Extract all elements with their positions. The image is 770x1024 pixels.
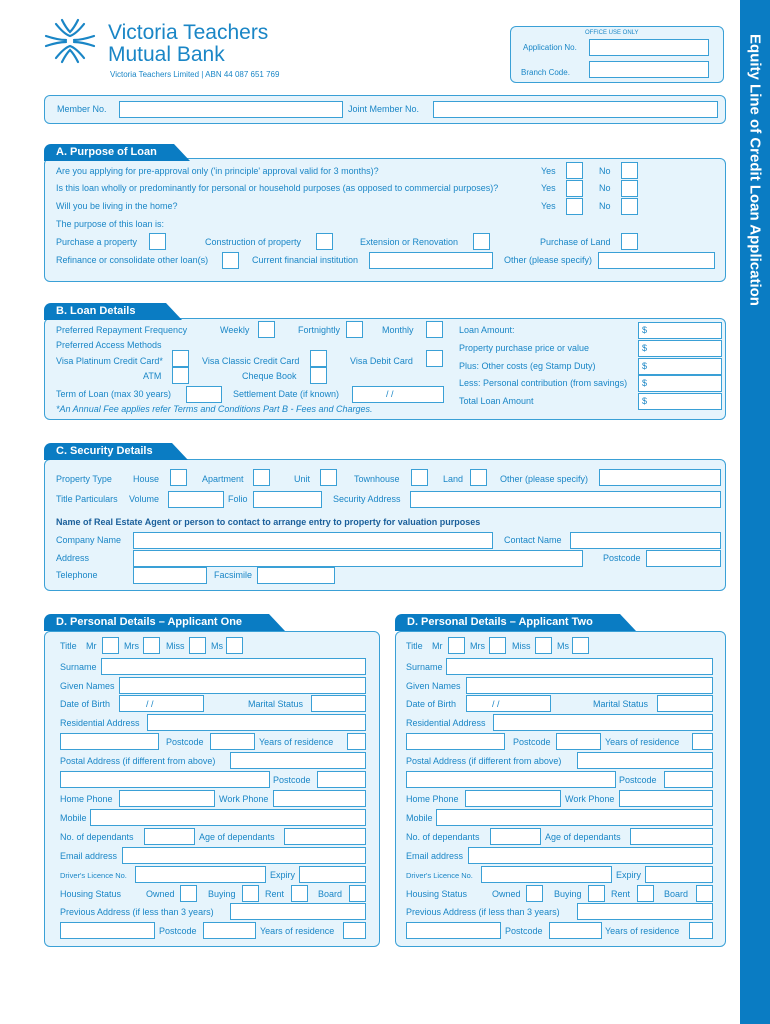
purpose-section-title: A. Purpose of Loan (44, 144, 174, 161)
branch-code-field[interactable] (589, 61, 709, 78)
expiry-field[interactable] (299, 866, 366, 883)
dependants-age-field[interactable] (284, 828, 366, 845)
member-no-field[interactable] (119, 101, 343, 118)
licence-field[interactable] (481, 866, 612, 883)
unit-label: Unit (294, 474, 311, 484)
preapproval-no-checkbox[interactable] (621, 162, 638, 179)
dollar-sign: $ (642, 361, 648, 371)
mobile-label: Mobile (406, 813, 433, 823)
monthly-label: Monthly (382, 325, 414, 335)
residential-address-label: Residential Address (406, 718, 486, 728)
mr-label: Mr (432, 641, 443, 651)
dob-field[interactable] (466, 695, 551, 712)
loan-term-field[interactable] (186, 386, 222, 403)
mobile-field[interactable] (436, 809, 713, 826)
dollar-sign: $ (642, 396, 648, 406)
buying-label: Buying (208, 889, 236, 899)
owned-label: Owned (146, 889, 175, 899)
extension-checkbox[interactable] (473, 233, 490, 250)
mrs-checkbox[interactable] (489, 637, 506, 654)
dollar-sign: $ (642, 325, 648, 335)
dependants-age-label: Age of dependants (545, 832, 621, 842)
given-names-field[interactable] (466, 677, 713, 694)
bank-name-line2: Mutual Bank (108, 43, 225, 66)
branch-code-label: Branch Code. (521, 68, 570, 77)
miss-checkbox[interactable] (535, 637, 552, 654)
mrs-label: Mrs (124, 641, 139, 651)
purpose-is-label: The purpose of this loan is: (56, 219, 165, 229)
visa-classic-checkbox[interactable] (310, 350, 327, 367)
facsimile-field[interactable] (257, 567, 335, 584)
postcode-label: Postcode (619, 775, 657, 785)
surname-field[interactable] (101, 658, 366, 675)
joint-member-no-label: Joint Member No. (348, 104, 420, 114)
refinance-checkbox[interactable] (222, 252, 239, 269)
rent-label: Rent (611, 889, 631, 899)
home-phone-field[interactable] (465, 790, 561, 807)
other-costs-label: Plus: Other costs (eg Stamp Duty) (459, 361, 596, 371)
no-label: No (599, 201, 611, 211)
townhouse-checkbox[interactable] (411, 469, 428, 486)
years-residence-label: Years of residence (260, 926, 335, 936)
postal-address-label: Postal Address (if different from above) (60, 756, 216, 766)
mr-label: Mr (86, 641, 97, 651)
board-checkbox[interactable] (696, 885, 713, 902)
email-label: Email address (60, 851, 118, 861)
personal-no-checkbox[interactable] (621, 180, 638, 197)
residential-address-field[interactable] (493, 714, 713, 731)
work-phone-label: Work Phone (219, 794, 269, 804)
yes-label: Yes (541, 166, 556, 176)
settlement-date-separators: / / (386, 389, 394, 399)
residential-address-line2-field[interactable] (406, 733, 505, 750)
work-phone-label: Work Phone (565, 794, 615, 804)
surname-label: Surname (406, 662, 443, 672)
residential-address-field[interactable] (147, 714, 366, 731)
weekly-checkbox[interactable] (258, 321, 275, 338)
company-name-field[interactable] (133, 532, 493, 549)
dependants-label: No. of dependants (60, 832, 134, 842)
mr-checkbox[interactable] (448, 637, 465, 654)
fortnightly-label: Fortnightly (298, 325, 341, 335)
property-other-label: Other (please specify) (500, 474, 589, 484)
applicant-two-title: D. Personal Details – Applicant Two (395, 614, 620, 631)
housing-status-label: Housing Status (60, 889, 122, 899)
agent-address-field[interactable] (133, 550, 583, 567)
postcode-label: Postcode (273, 775, 311, 785)
agent-postcode-field[interactable] (646, 550, 721, 567)
previous-address-label: Previous Address (if less than 3 years) (60, 907, 214, 917)
contact-name-field[interactable] (570, 532, 721, 549)
marital-status-label: Marital Status (248, 699, 304, 709)
ms-checkbox[interactable] (572, 637, 589, 654)
land-checkbox[interactable] (470, 469, 487, 486)
property-type-label: Property Type (56, 474, 112, 484)
postcode-label: Postcode (166, 737, 204, 747)
ms-label: Ms (211, 641, 223, 651)
loan-amount-label: Loan Amount: (459, 325, 515, 335)
house-checkbox[interactable] (170, 469, 187, 486)
previous-years-field[interactable] (689, 922, 713, 939)
other-costs-field[interactable] (638, 358, 722, 375)
bank-logo-icon (40, 14, 100, 66)
purpose-other-label: Other (please specify) (504, 255, 593, 265)
office-use-heading: OFFICE USE ONLY (585, 30, 639, 36)
rent-checkbox[interactable] (637, 885, 654, 902)
home-phone-field[interactable] (119, 790, 215, 807)
settlement-date-label: Settlement Date (if known) (233, 389, 340, 399)
cheque-book-checkbox[interactable] (310, 367, 327, 384)
facsimile-label: Facsimile (214, 570, 253, 580)
agent-postcode-label: Postcode (603, 553, 641, 563)
buying-checkbox[interactable] (242, 885, 259, 902)
owned-checkbox[interactable] (180, 885, 197, 902)
previous-address-field[interactable] (230, 903, 366, 920)
rent-checkbox[interactable] (291, 885, 308, 902)
board-checkbox[interactable] (349, 885, 366, 902)
mr-checkbox[interactable] (102, 637, 119, 654)
repayment-frequency-label: Preferred Repayment Frequency (56, 325, 188, 335)
previous-address-label: Previous Address (if less than 3 years) (406, 907, 560, 917)
settlement-date-field[interactable] (352, 386, 444, 403)
unit-checkbox[interactable] (320, 469, 337, 486)
residential-address-line2-field[interactable] (60, 733, 159, 750)
dependants-age-label: Age of dependants (199, 832, 275, 842)
visa-platinum-checkbox[interactable] (172, 350, 189, 367)
volume-label: Volume (129, 494, 160, 504)
purchase-price-label: Property purchase price or value (459, 343, 590, 353)
residential-address-label: Residential Address (60, 718, 140, 728)
purchase-property-checkbox[interactable] (149, 233, 166, 250)
licence-label: Driver's Licence No. (60, 871, 127, 880)
years-residence-label: Years of residence (259, 737, 334, 747)
owned-label: Owned (492, 889, 521, 899)
construction-checkbox[interactable] (316, 233, 333, 250)
email-label: Email address (406, 851, 464, 861)
mrs-label: Mrs (470, 641, 485, 651)
given-names-field[interactable] (119, 677, 366, 694)
licence-field[interactable] (135, 866, 266, 883)
miss-label: Miss (166, 641, 185, 651)
refinance-label: Refinance or consolidate other loan(s) (56, 255, 209, 265)
miss-checkbox[interactable] (189, 637, 206, 654)
contribution-field[interactable] (638, 375, 722, 392)
licence-label: Driver's Licence No. (406, 871, 473, 880)
residential-postcode-field[interactable] (556, 733, 601, 750)
miss-label: Miss (512, 641, 531, 651)
rent-label: Rent (265, 889, 285, 899)
joint-member-no-field[interactable] (433, 101, 718, 118)
postcode-label: Postcode (159, 926, 197, 936)
title-label: Title (406, 641, 423, 651)
current-institution-field[interactable] (369, 252, 493, 269)
house-label: House (133, 474, 160, 484)
home-phone-label: Home Phone (60, 794, 113, 804)
mobile-label: Mobile (60, 813, 87, 823)
applicant-one-title: D. Personal Details – Applicant One (44, 614, 269, 631)
apartment-label: Apartment (202, 474, 244, 484)
board-label: Board (318, 889, 343, 899)
expiry-field[interactable] (645, 866, 713, 883)
total-loan-field[interactable] (638, 393, 722, 410)
purchase-land-checkbox[interactable] (621, 233, 638, 250)
q-living-home: Will you be living in the home? (56, 201, 178, 211)
years-residence-label: Years of residence (605, 737, 680, 747)
visa-classic-label: Visa Classic Credit Card (202, 356, 300, 366)
folio-label: Folio (228, 494, 248, 504)
weekly-label: Weekly (220, 325, 250, 335)
board-label: Board (664, 889, 689, 899)
current-institution-label: Current financial institution (252, 255, 359, 265)
yes-label: Yes (541, 183, 556, 193)
work-phone-field[interactable] (273, 790, 366, 807)
townhouse-label: Townhouse (354, 474, 400, 484)
residential-postcode-field[interactable] (210, 733, 255, 750)
member-no-label: Member No. (57, 104, 107, 114)
construction-label: Construction of property (205, 237, 302, 247)
purchase-property-label: Purchase a property (56, 237, 138, 247)
dob-field[interactable] (119, 695, 204, 712)
previous-postcode-field[interactable] (203, 922, 256, 939)
buying-label: Buying (554, 889, 582, 899)
security-section-title: C. Security Details (44, 443, 172, 460)
mrs-checkbox[interactable] (143, 637, 160, 654)
expiry-label: Expiry (270, 870, 296, 880)
no-label: No (599, 183, 611, 193)
fortnightly-checkbox[interactable] (346, 321, 363, 338)
atm-label: ATM (143, 371, 162, 381)
given-names-label: Given Names (60, 681, 115, 691)
loan-section-title: B. Loan Details (44, 303, 166, 320)
title-particulars-label: Title Particulars (56, 494, 118, 504)
email-field[interactable] (122, 847, 366, 864)
ms-checkbox[interactable] (226, 637, 243, 654)
dollar-sign: $ (642, 343, 648, 353)
total-loan-label: Total Loan Amount (459, 396, 534, 406)
buying-checkbox[interactable] (588, 885, 605, 902)
owned-checkbox[interactable] (526, 885, 543, 902)
postal-address-field[interactable] (577, 752, 713, 769)
postal-address-line2-field[interactable] (60, 771, 270, 788)
land-label: Land (443, 474, 464, 484)
marital-status-label: Marital Status (593, 699, 649, 709)
security-address-field[interactable] (410, 491, 721, 508)
no-label: No (599, 166, 611, 176)
annual-fee-note: *An Annual Fee applies refer Terms and Conditions Part B - Fees and Charges. (56, 404, 373, 414)
postal-postcode-field[interactable] (664, 771, 713, 788)
preapproval-yes-checkbox[interactable] (566, 162, 583, 179)
application-no-field[interactable] (589, 39, 709, 56)
title-label: Title (60, 641, 77, 651)
postal-address-field[interactable] (230, 752, 366, 769)
previous-address-line2-field[interactable] (406, 922, 501, 939)
telephone-label: Telephone (56, 570, 98, 580)
mobile-field[interactable] (90, 809, 366, 826)
contact-name-label: Contact Name (504, 535, 562, 545)
years-residence-field[interactable] (347, 733, 366, 750)
visa-debit-checkbox[interactable] (426, 350, 443, 367)
q-preapproval: Are you applying for pre-approval only ('in principle' approval valid for 3 months)? (56, 166, 379, 176)
previous-address-line2-field[interactable] (60, 922, 155, 939)
contribution-label: Less: Personal contribution (from savings) (459, 378, 628, 388)
purchase-price-field[interactable] (638, 340, 722, 357)
dollar-sign: $ (642, 378, 648, 388)
home-phone-label: Home Phone (406, 794, 459, 804)
dependants-field[interactable] (490, 828, 541, 845)
q-personal-purpose: Is this loan wholly or predominantly for personal or household purposes (as opposed to commercial purposes)? (56, 183, 499, 193)
personal-yes-checkbox[interactable] (566, 180, 583, 197)
dob-label: Date of Birth (406, 699, 457, 709)
marital-status-field[interactable] (311, 695, 366, 712)
marital-status-field[interactable] (657, 695, 713, 712)
folio-field[interactable] (253, 491, 322, 508)
work-phone-field[interactable] (619, 790, 713, 807)
previous-years-field[interactable] (343, 922, 366, 939)
years-residence-label: Years of residence (605, 926, 680, 936)
purpose-other-field[interactable] (598, 252, 715, 269)
ms-label: Ms (557, 641, 569, 651)
dob-separators: / / (146, 699, 154, 709)
volume-field[interactable] (168, 491, 224, 508)
previous-postcode-field[interactable] (549, 922, 602, 939)
purchase-land-label: Purchase of Land (540, 237, 611, 247)
visa-debit-label: Visa Debit Card (350, 356, 413, 366)
dependants-age-field[interactable] (630, 828, 713, 845)
living-yes-checkbox[interactable] (566, 198, 583, 215)
previous-address-field[interactable] (577, 903, 713, 920)
access-methods-label: Preferred Access Methods (56, 340, 162, 350)
application-no-label: Application No. (523, 43, 577, 52)
loan-amount-field[interactable] (638, 322, 722, 339)
visa-platinum-label: Visa Platinum Credit Card* (56, 356, 163, 366)
postal-address-line2-field[interactable] (406, 771, 616, 788)
postal-address-label: Postal Address (if different from above) (406, 756, 562, 766)
agent-address-label: Address (56, 553, 90, 563)
postcode-label: Postcode (505, 926, 543, 936)
surname-label: Surname (60, 662, 97, 672)
cheque-book-label: Cheque Book (242, 371, 297, 381)
company-name-label: Company Name (56, 535, 122, 545)
extension-label: Extension or Renovation (360, 237, 459, 247)
postal-postcode-field[interactable] (317, 771, 366, 788)
atm-checkbox[interactable] (172, 367, 189, 384)
given-names-label: Given Names (406, 681, 461, 691)
dependants-field[interactable] (144, 828, 195, 845)
bank-name-line1: Victoria Teachers (108, 21, 269, 44)
telephone-field[interactable] (133, 567, 207, 584)
dependants-label: No. of dependants (406, 832, 480, 842)
apartment-checkbox[interactable] (253, 469, 270, 486)
dob-separators: / / (492, 699, 500, 709)
dob-label: Date of Birth (60, 699, 111, 709)
living-no-checkbox[interactable] (621, 198, 638, 215)
yes-label: Yes (541, 201, 556, 211)
expiry-label: Expiry (616, 870, 642, 880)
property-other-field[interactable] (599, 469, 721, 486)
housing-status-label: Housing Status (406, 889, 468, 899)
bank-subtitle: Victoria Teachers Limited | ABN 44 087 651 769 (110, 70, 280, 79)
loan-term-label: Term of Loan (max 30 years) (56, 389, 172, 399)
email-field[interactable] (468, 847, 713, 864)
postcode-label: Postcode (513, 737, 551, 747)
security-address-label: Security Address (333, 494, 401, 504)
monthly-checkbox[interactable] (426, 321, 443, 338)
surname-field[interactable] (446, 658, 713, 675)
side-title: Equity Line of Credit Loan Application (746, 34, 764, 306)
years-residence-field[interactable] (692, 733, 713, 750)
agent-contact-heading: Name of Real Estate Agent or person to contact to arrange entry to property for valuation purposes (56, 517, 481, 527)
